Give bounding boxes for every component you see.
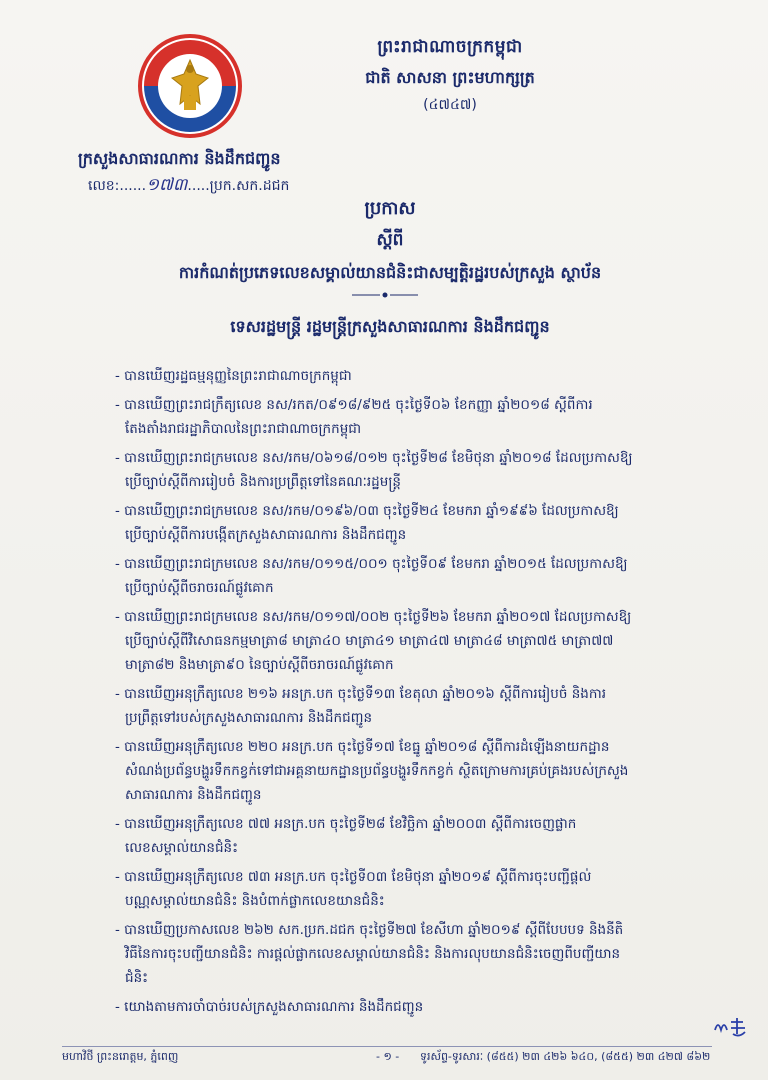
list-item: - យោងតាមការចាំបាច់របស់ក្រសួងសាធារណការ និងដឹកជញ្ជូន: [115, 999, 424, 1015]
ministry-name: ក្រសួងសាធារណការ និងដឹកជញ្ជូន: [78, 149, 281, 168]
ornament-divider: [350, 290, 420, 300]
page-number: - ១ -: [376, 1050, 400, 1063]
footer-phone: ទូរស័ព្ទ-ទូរសារៈ (៨៥៥) ២៣ ៤២៦ ៦៤០, (៨៥៥) ២៣ ៤២៧ ៨៦២: [420, 1050, 711, 1063]
list-item: - បានឃើញអនុក្រឹត្យលេខ ៧៧ អនក្រ.បក ចុះថ្ងៃទី២៨ ខែវិច្ឆិកា ឆ្នាំ២០០៣ ស្តីពីការចេញផ្លាកលេខសម្គាល់យានជំនិះ: [115, 816, 577, 856]
list-item: - បានឃើញប្រកាសលេខ ២៦២ សក.ប្រក.ដជក ចុះថ្ងៃទី២៧ ខែសីហា ឆ្នាំ២០១៩ ស្តីពីបែបបទ និងនីតិវិធីនៃការចុះបញ្ជីយានជំនិះ ការផ្តល់ផ្លាកលេខសម្គាល់យានជំនិះ និងការលុបយានជំនិះចេញពីបញ្ជីយានជំនិះ: [115, 922, 624, 986]
handwritten-initials: [712, 1014, 748, 1038]
title-subject: ការកំណត់ប្រភេទលេខសម្គាល់យានជំនិះជាសម្បត្តិរដ្ឋរបស់ក្រសួង ស្ថាប័ន: [178, 263, 602, 282]
ornament-line: (៤៧៤៧): [423, 97, 477, 113]
kingdom-name: ព្រះរាជាណាចក្រកម្ពុជា: [377, 37, 523, 57]
kingdom-heading: [300, 36, 600, 116]
list-item: - បានឃើញព្រះរាជក្រមលេខ នស/រកម/០១១៧/០០២ ចុះថ្ងៃទី២៦ ខែមករា ឆ្នាំ២០១៧ ដែលប្រកាសឱ្យប្រើច្បាប់ស្តីពីវិសោធនកម្មមាត្រា៨ មាត្រា៤០ មាត្រា៤១ មាត្រា៤៧ មាត្រា៤៨ មាត្រា៧៥ មាត្រា៧៧ មាត្រា៨២ និងមាត្រា៩០ នៃច្បាប់ស្តីពីចរាចរណ៍ផ្លូវគោក: [115, 609, 632, 673]
list-item: - បានឃើញព្រះរាជក្រឹត្យលេខ នស/រកត/០៩១៨/៩២៥ ចុះថ្ងៃទី០៦ ខែកញ្ញា ឆ្នាំ២០១៨ ស្តីពីការតែងតាំងរាជរដ្ឋាភិបាលនៃព្រះរាជាណាចក្រកម្ពុជា: [115, 397, 593, 437]
list-item: - បានឃើញអនុក្រឹត្យលេខ ២២០ អនក្រ.បក ចុះថ្ងៃទី១៧ ខែធ្នូ ឆ្នាំ២០១៨ ស្តីពីការដំឡើងនាយកដ្ឋានសំណង់ប្រព័ន្ធបង្ហូរទឹកកខ្វក់ទៅជាអគ្គនាយកដ្ឋានប្រព័ន្ធបង្ហូរទឹកកខ្វក់ ស្ថិតក្រោមការគ្រប់គ្រងរបស់ក្រសួងសាធារណការ និងដឹកជញ្ជូន: [115, 739, 629, 803]
list-item: - បានឃើញអនុក្រឹត្យលេខ ៧៣ អនក្រ.បក ចុះថ្ងៃទី០៣ ខែមិថុនា ឆ្នាំ២០១៩ ស្តីពីការចុះបញ្ជីផ្តល់បណ្ណសម្គាល់យានជំនិះ និងបំពាក់ផ្លាកលេខយានជំនិះ: [115, 869, 592, 909]
ministry-logo: [138, 34, 242, 138]
list-item: - បានឃើញព្រះរាជក្រមលេខ នស/រកម/០៦១៨/០១២ ចុះថ្ងៃទី២៨ ខែមិថុនា ឆ្នាំ២០១៨ ដែលប្រកាសឱ្យប្រើច្បាប់ស្តីពីការរៀបចំ និងការប្រព្រឹត្តទៅនៃគណៈរដ្ឋមន្ត្រី: [115, 450, 633, 490]
minister-title: ទេសរដ្ឋមន្ត្រី រដ្ឋមន្ត្រីក្រសួងសាធារណការ និងដឹកជញ្ជូន: [230, 317, 550, 336]
list-item: - បានឃើញព្រះរាជក្រមលេខ នស/រកម/០១៩៦/០៣ ចុះថ្ងៃទី២៤ ខែមករា ឆ្នាំ១៩៩៦ ដែលប្រកាសឱ្យប្រើច្បាប់ស្តីពីការបង្កើតក្រសួងសាធារណការ និងដឹកជញ្ជូន: [115, 503, 619, 543]
list-item: - បានឃើញព្រះរាជក្រមលេខ នស/រកម/០១១៥/០០១ ចុះថ្ងៃទី០៩ ខែមករា ឆ្នាំ២០១៥ ដែលប្រកាសឱ្យប្រើច្បាប់ស្តីពីចរាចរណ៍ផ្លូវគោក: [115, 556, 628, 596]
list-item: - បានឃើញរដ្ឋធម្មនុញ្ញនៃព្រះរាជាណាចក្រកម្ពុជា: [115, 368, 352, 384]
ref-number: ១៧៣: [146, 175, 188, 195]
title-type: ប្រកាស: [364, 198, 416, 219]
ref-suffix: .....ប្រក.សក.ដជក: [187, 178, 290, 194]
page-footer: [0, 1048, 768, 1070]
footer-address: មហាវិថី ព្រះនរោត្តម, ភ្នំពេញ: [62, 1050, 179, 1063]
national-motto: ជាតិ សាសនា ព្រះមហាក្សត្រ: [365, 68, 535, 87]
footer-rule: [62, 1046, 712, 1047]
document-title: [60, 196, 720, 286]
legal-references-list: [115, 364, 635, 1024]
title-on: ស្តីពី: [376, 230, 404, 250]
list-item: - បានឃើញអនុក្រឹត្យលេខ ២១៦ អនក្រ.បក ចុះថ្ងៃទី១៣ ខែតុលា ឆ្នាំ២០១៦ ស្តីពីការរៀបចំ និងការប្រព្រឹត្តទៅរបស់ក្រសួងសាធារណការ និងដឹកជញ្ជូន: [115, 686, 607, 726]
ref-prefix: លេខ:......: [88, 178, 147, 194]
